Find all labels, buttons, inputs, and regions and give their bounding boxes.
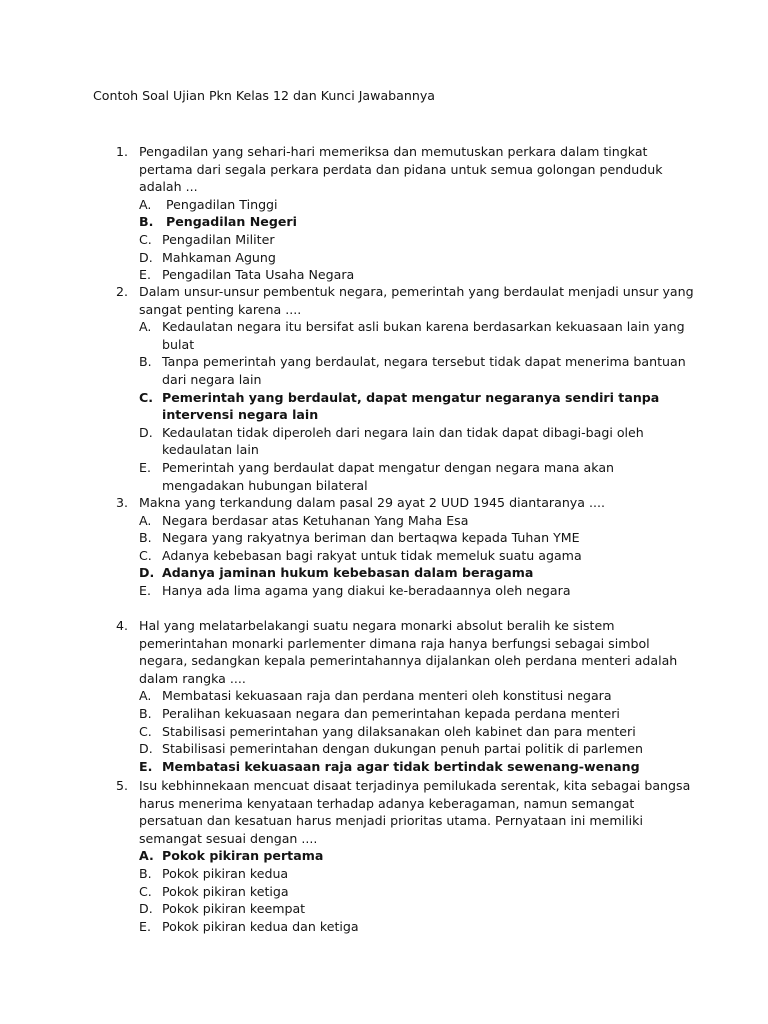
- option-letter: A.: [139, 196, 152, 212]
- option-letter: E.: [139, 459, 151, 475]
- document-title: Contoh Soal Ujian Pkn Kelas 12 dan Kunci Jawabannya: [93, 88, 436, 103]
- option-text: Pokok pikiran keempat: [162, 901, 306, 917]
- answer-option-b-correct: [116, 213, 696, 231]
- answer-option-c: [116, 723, 696, 741]
- question-stem: [116, 617, 696, 687]
- option-letter: D.: [139, 249, 153, 265]
- option-text: Adanya jaminan hukum kebebasan dalam beragama: [162, 565, 534, 581]
- option-text: Hanya ada lima agama yang diakui ke-beradaannya oleh negara: [162, 582, 571, 598]
- option-letter: C.: [139, 723, 152, 739]
- question-4: [116, 617, 696, 775]
- option-letter: C.: [139, 883, 152, 899]
- answer-option-b: [116, 705, 696, 723]
- answer-option-a: [116, 196, 696, 214]
- question-text: Hal yang melatarbelakangi suatu negara monarki absolut beralih ke sistem pemerintahan monarki parlementer dimana raja hanya berfungsi sebagai simbol negara, sedangkan kepala pemerintahannya dijalankan oleh perdana menteri adalah dalam rangka ....: [139, 618, 678, 686]
- question-5: [116, 777, 696, 935]
- option-letter: D.: [139, 424, 153, 440]
- option-text: Stabilisasi pemerintahan yang dilaksanakan oleh kabinet dan para menteri: [162, 723, 636, 739]
- answer-option-c: [116, 547, 696, 565]
- option-letter: A.: [139, 848, 154, 864]
- answer-option-c: [116, 231, 696, 249]
- option-letter: D.: [139, 565, 155, 581]
- option-letter: D.: [139, 741, 153, 757]
- option-letter: A.: [139, 512, 152, 528]
- option-letter: A.: [139, 688, 152, 704]
- option-text: Adanya kebebasan bagi rakyat untuk tidak memeluk suatu agama: [162, 547, 582, 563]
- answer-option-d: [116, 740, 696, 758]
- answer-option-a: [116, 687, 696, 705]
- option-letter: D.: [139, 901, 153, 917]
- option-text: Pemerintah yang berdaulat, dapat mengatur negaranya sendiri tanpa intervensi negara lain: [162, 389, 660, 423]
- question-number: 3.: [116, 495, 129, 510]
- option-text: Pokok pikiran kedua dan ketiga: [162, 918, 359, 934]
- answer-option-d-correct: [116, 564, 696, 582]
- option-letter: C.: [139, 547, 152, 563]
- question-text: Dalam unsur-unsur pembentuk negara, pemerintah yang berdaulat menjadi unsur yang sangat penting karena ....: [139, 284, 694, 317]
- option-letter: C.: [139, 231, 152, 247]
- option-letter: E.: [139, 582, 151, 598]
- question-number: 2.: [116, 284, 129, 299]
- option-letter: C.: [139, 389, 154, 405]
- answer-option-b: [116, 865, 696, 883]
- question-3: [116, 494, 696, 600]
- option-text: Pokok pikiran ketiga: [162, 883, 289, 899]
- option-text: Tanpa pemerintah yang berdaulat, negara tersebut tidak dapat menerima bantuan dari negara lain: [162, 354, 686, 387]
- answer-option-a: [116, 318, 696, 353]
- answer-option-c: [116, 883, 696, 901]
- option-letter: E.: [139, 758, 153, 774]
- option-text: Negara berdasar atas Ketuhanan Yang Maha Esa: [162, 512, 469, 528]
- answer-option-e-correct: [116, 758, 696, 776]
- question-number: 1.: [116, 144, 129, 159]
- option-text: Kedaulatan negara itu bersifat asli bukan karena berdasarkan kekuasaan lain yang bulat: [162, 319, 685, 352]
- option-letter: B.: [139, 705, 152, 721]
- option-letter: E.: [139, 918, 151, 934]
- option-letter: B.: [139, 530, 152, 546]
- option-text: Kedaulatan tidak diperoleh dari negara lain dan tidak dapat dibagi-bagi oleh kedaulatan lain: [162, 424, 644, 458]
- question-text: Makna yang terkandung dalam pasal 29 ayat 2 UUD 1945 diantaranya ....: [139, 495, 605, 510]
- answer-option-e: [116, 582, 696, 600]
- option-text: Pemerintah yang berdaulat dapat mengatur dengan negara mana akan mengadakan hubungan bilateral: [162, 459, 615, 493]
- option-letter: A.: [139, 319, 152, 335]
- answer-options: [116, 687, 696, 775]
- question-2: [116, 283, 696, 494]
- option-letter: E.: [139, 267, 151, 283]
- option-letter: B.: [139, 354, 152, 370]
- option-text: Pengadilan Militer: [162, 231, 275, 247]
- question-number: 5.: [116, 778, 129, 793]
- answer-option-a: [116, 512, 696, 530]
- answer-options: [116, 512, 696, 600]
- question-text: Isu kebhinnekaan mencuat disaat terjadinya pemilukada serentak, kita sebagai bangsa harus menerima kenyataan terhadap adanya keberagaman, namun semangat persatuan dan kesatuan harus menjadi prioritas utama. Pernyataan ini memiliki semangat sesuai dengan ....: [139, 778, 691, 846]
- answer-option-e: [116, 459, 696, 494]
- option-text: Pengadilan Negeri: [166, 214, 297, 230]
- option-text: Stabilisasi pemerintahan dengan dukungan penuh partai politik di parlemen: [162, 741, 643, 757]
- answer-options: [116, 318, 696, 494]
- question-stem: [116, 283, 696, 318]
- answer-option-b: [116, 353, 696, 388]
- answer-option-b: [116, 529, 696, 547]
- option-text: Peralihan kekuasaan negara dan pemerintahan kepada perdana menteri: [162, 705, 620, 721]
- answer-option-a-correct: [116, 847, 696, 865]
- option-letter: B.: [139, 865, 152, 881]
- answer-option-c-correct: [116, 389, 696, 424]
- option-text: Negara yang rakyatnya beriman dan bertaqwa kepada Tuhan YME: [162, 530, 580, 546]
- question-stem: [116, 777, 696, 847]
- option-text: Pengadilan Tata Usaha Negara: [162, 267, 355, 283]
- answer-option-d: [116, 424, 696, 459]
- option-text: Pokok pikiran pertama: [162, 848, 324, 864]
- answer-options: [116, 196, 696, 284]
- question-number: 4.: [116, 618, 129, 633]
- option-text: Pengadilan Tinggi: [166, 196, 278, 212]
- question-1: [116, 143, 696, 284]
- option-text: Membatasi kekuasaan raja agar tidak bertindak sewenang-wenang: [162, 758, 640, 774]
- option-letter: B.: [139, 214, 154, 230]
- answer-option-e: [116, 266, 696, 284]
- answer-option-d: [116, 900, 696, 918]
- answer-option-d: [116, 249, 696, 267]
- option-text: Pokok pikiran kedua: [162, 865, 289, 881]
- answer-options: [116, 847, 696, 935]
- question-stem: [116, 494, 696, 512]
- question-text: Pengadilan yang sehari-hari memeriksa dan memutuskan perkara dalam tingkat pertama dari segala perkara perdata dan pidana untuk semua golongan penduduk adalah ...: [139, 144, 663, 195]
- question-stem: [116, 143, 696, 196]
- option-text: Mahkaman Agung: [162, 249, 276, 265]
- option-text: Membatasi kekuasaan raja dan perdana menteri oleh konstitusi negara: [162, 688, 612, 704]
- answer-option-e: [116, 918, 696, 936]
